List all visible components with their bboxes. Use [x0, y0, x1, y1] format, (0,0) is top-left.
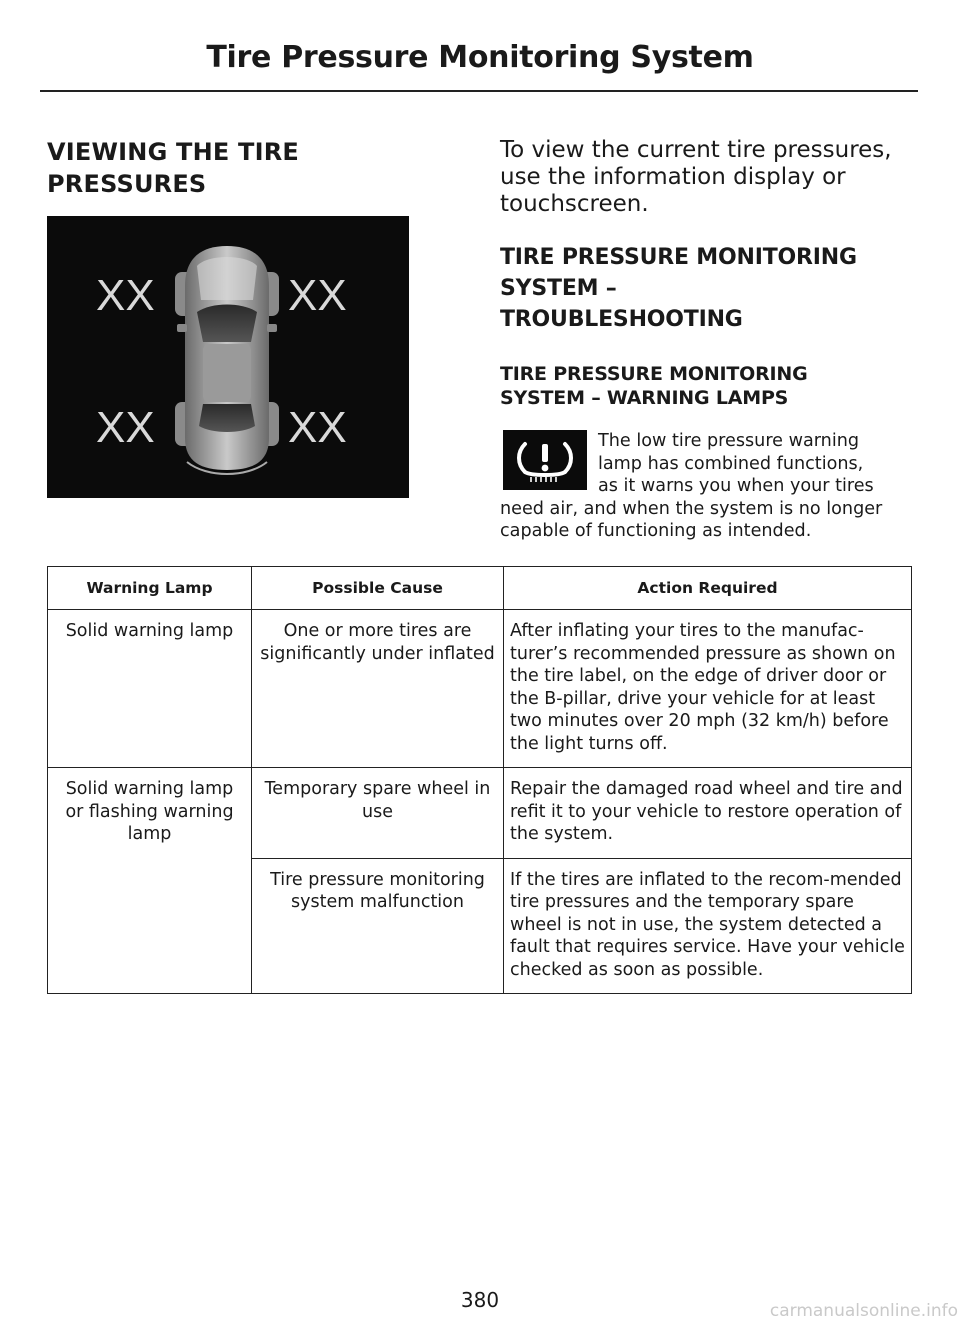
rear-left-pressure: XX [96, 403, 155, 452]
column-header-warning-lamp: Warning Lamp [48, 567, 252, 610]
section-heading-warning-lamps [500, 362, 920, 410]
cell-warning-lamp: Solid warning lamp or flashing warning lamp [48, 768, 252, 994]
paragraph-line: lamp has combined functions, [598, 453, 864, 474]
intro-paragraph: To view the current tire pressures, use the information display or touchscreen. [500, 137, 892, 217]
table-row [48, 610, 912, 768]
paragraph-line: The low tire pressure warning [598, 431, 860, 451]
cell-possible-cause: Tire pressure monitoring system malfunction [252, 858, 504, 994]
front-right-pressure: XX [288, 271, 347, 320]
cell-action-required: Repair the damaged road wheel and tire and refit it to your vehicle to restore operation of the system. [504, 768, 912, 859]
rear-right-pressure: XX [288, 403, 347, 452]
table-header-row [48, 567, 912, 610]
cell-possible-cause: Temporary spare wheel in use [252, 768, 504, 859]
car-top-view-icon [47, 216, 409, 498]
heading-line: SYSTEM – WARNING LAMPS [500, 387, 789, 409]
heading-line: TIRE PRESSURE MONITORING [500, 363, 808, 385]
tire-pressure-display-image [47, 216, 409, 498]
warning-lamp-table [47, 566, 912, 994]
watermark-footer: carmanualsonline.info [769, 1301, 958, 1321]
header-divider [40, 90, 918, 92]
section-heading-troubleshooting [500, 242, 920, 335]
cell-warning-lamp: Solid warning lamp [48, 610, 252, 768]
cell-action-required: After inflating your tires to the manufac-turer’s recommended pressure as shown on the tire label, on the edge of driver door or the B-pillar, drive your vehicle for at least two minutes over 20 mph (32 km/h) before the light turns off. [504, 610, 912, 768]
paragraph-line: need air, and when the system is no longer capable of functioning as intended. [500, 498, 883, 541]
heading-line: TIRE PRESSURE MONITORING [500, 245, 857, 270]
page-number: 380 [460, 1288, 500, 1312]
column-header-action-required: Action Required [504, 567, 912, 610]
cell-action-required: If the tires are inflated to the recom-mended tire pressures and the temporary spare wheel is not in use, the system detected a fault that requires service. Have your vehicle checked as soon as possible. [504, 858, 912, 994]
paragraph-line: as it warns you when your tires [598, 476, 874, 496]
front-left-pressure: XX [96, 271, 155, 320]
cell-possible-cause: One or more tires are significantly under inflated [252, 610, 504, 768]
heading-line: SYSTEM – [500, 276, 617, 301]
warning-lamp-paragraph [500, 430, 914, 543]
heading-line: TROUBLESHOOTING [500, 307, 743, 332]
windshield [197, 305, 257, 343]
section-heading-viewing-tire-pressures [47, 136, 427, 200]
heading-line: PRESSURES [47, 170, 207, 198]
column-header-possible-cause: Possible Cause [252, 567, 504, 610]
page-header-title: Tire Pressure Monitoring System [206, 40, 754, 75]
heading-line: VIEWING THE TIRE [47, 138, 300, 166]
table-row [48, 768, 912, 859]
